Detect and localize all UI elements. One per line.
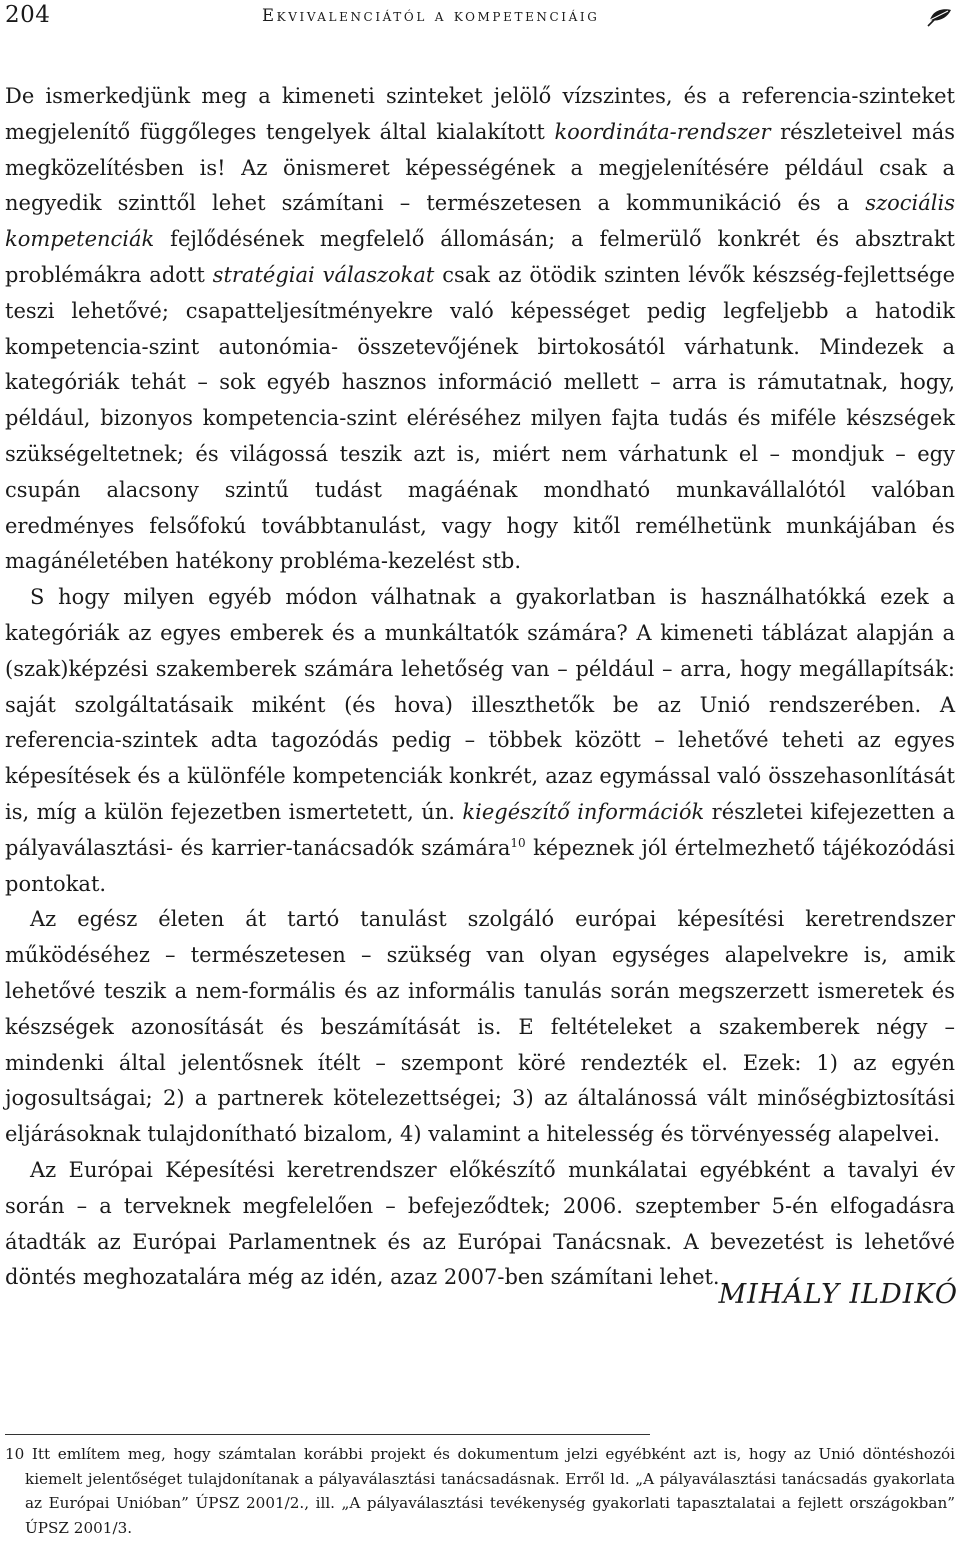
text-run: csak az ötödik szinten lévők készség-fejlettsége teszi lehetővé; csapatteljesítményekre való képességet pedig legfeljebb a hatodik kompetencia-szint autonómia- összetevőjének birtokosától várhatunk. Mindezek a kategóriák tehát – sok egyéb hasznos információ mellett – arra is rámutatnak, hogy, például, bizonyos kompetencia-szint eléréséhez milyen fajta tudás és miféle készségek szükségeltetnek; és világossá teszik azt is, miért nem várhatunk el – mondjuk – egy csupán alacsony szintű tudást magáénak mondható munkavállalótól valóban eredményes felsőfokú továbbtanulást, vagy hogy kitől remélhetünk munkájában és magánéletében hatékony probléma-kezelést stb. [5, 262, 955, 574]
text-run: részleteivel más megközelítésben is! Az önismeret képességének a megjelenítésére például csak a negyedik szinttől lehet számítani – természetesen a kommunikáció és a [5, 119, 955, 216]
paragraph [5, 580, 955, 902]
text-run: képeznek jól értelmezhető tájékozódási pontokat. [5, 835, 955, 896]
footnote-divider [5, 1434, 650, 1435]
running-head: Ekvivalenciától a kompetenciáig [262, 6, 600, 25]
leaf-ornament-icon [927, 6, 953, 28]
footnote-10: 10 Itt említem meg, hogy számtalan korábbi projekt és dokumentum jelzi egyébként azt is, hogy az Unió döntéshozói kiemelt jelentőséget tulajdonítanak a pályaválasztási tanácsadásnak. Erről ld. „A pályaválasztási tanácsadás gyakorlata az Európai Unióban” ÚPSZ 2001/2., ill. „A pályaválasztási tevékenység gyakorlati tapasztalatai a fejlett országokban” ÚPSZ 2001/3. [5, 1445, 955, 1537]
text-run: De ismerkedjünk meg a kimeneti szinteket jelölő vízszintes, és a referencia-szinteket megjelenítő függőleges tengelyek által kialakított [5, 84, 955, 144]
italic-term: szociális kompetenciák [5, 191, 955, 252]
italic-term: koordináta-rendszer [554, 119, 771, 144]
body-text [5, 79, 955, 1296]
paragraph [5, 79, 955, 580]
italic-term: stratégiai válaszokat [212, 262, 435, 287]
paragraph [5, 902, 955, 1153]
paragraph [5, 1153, 955, 1296]
italic-term: kiegészítő információk [462, 799, 705, 824]
text-run: Az Európai Képesítési keretrendszer előkészítő munkálatai egyébként a tavalyi év során – a terveknek megfelelően – befejeződtek; 2006. szeptember 5-én elfogadásra átadták az Európai Parlamentnek és az Európai Tanácsnak. A bevezetést is lehetővé döntés meghozatalára még az idén, azaz 2007-ben számítani lehet. [5, 1157, 955, 1290]
page-number: 204 [5, 2, 51, 28]
text-run: Az egész életen át tartó tanulást szolgáló európai képesítési keretrendszer működéséhez – természetesen – szükség van olyan egységes alapelvekre is, amik lehetővé teszik a nem-formális és az informális tanulás során megszerzett ismeretek és készségek azonosítását és beszámítását is. E feltételeket a szakemberek négy – mindenki által jelentősnek ítélt – szempont köré rendezték el. Ezek: 1) az egyén jogosultságai; 2) a partnerek kötelezettségei; 3) az általánossá vált minőségbiztosítási eljárásoknak tulajdonítható bizalom, 4) valamint a hitelesség és törvényesség alapelvei. [5, 907, 955, 1147]
author-signature: MIHÁLY ILDIKÓ [718, 1279, 958, 1310]
footnote-ref: 10 [510, 835, 526, 850]
footnotes [5, 1442, 955, 1540]
text-run: S hogy milyen egyéb módon válhatnak a gyakorlatban is használhatókká ezek a kategóriák az egyes emberek és a munkáltatók számára? A kimeneti táblázat alapján a (szak)képzési szakemberek számára lehetőség van – például – arra, hogy megállapítsák: saját szolgáltatásaik miként (és hova) illeszthetők be az Unió rendszerében. A referencia-szintek adta tagozódás pedig – többek között – lehetővé teheti az egyes képesítések és a különféle kompetenciák konkrét, azaz egymással való összehasonlítását is, míg a külön fejezetben ismertetett, ún. [5, 585, 955, 824]
text-run: részletei kifejezetten a pályaválasztási- és karrier-tanácsadók számára [5, 799, 956, 860]
text-run: fejlődésének megfelelő állomásán; a felmerülő konkrét és absztrakt problémákra adott [5, 227, 955, 287]
page-header [5, 0, 955, 32]
